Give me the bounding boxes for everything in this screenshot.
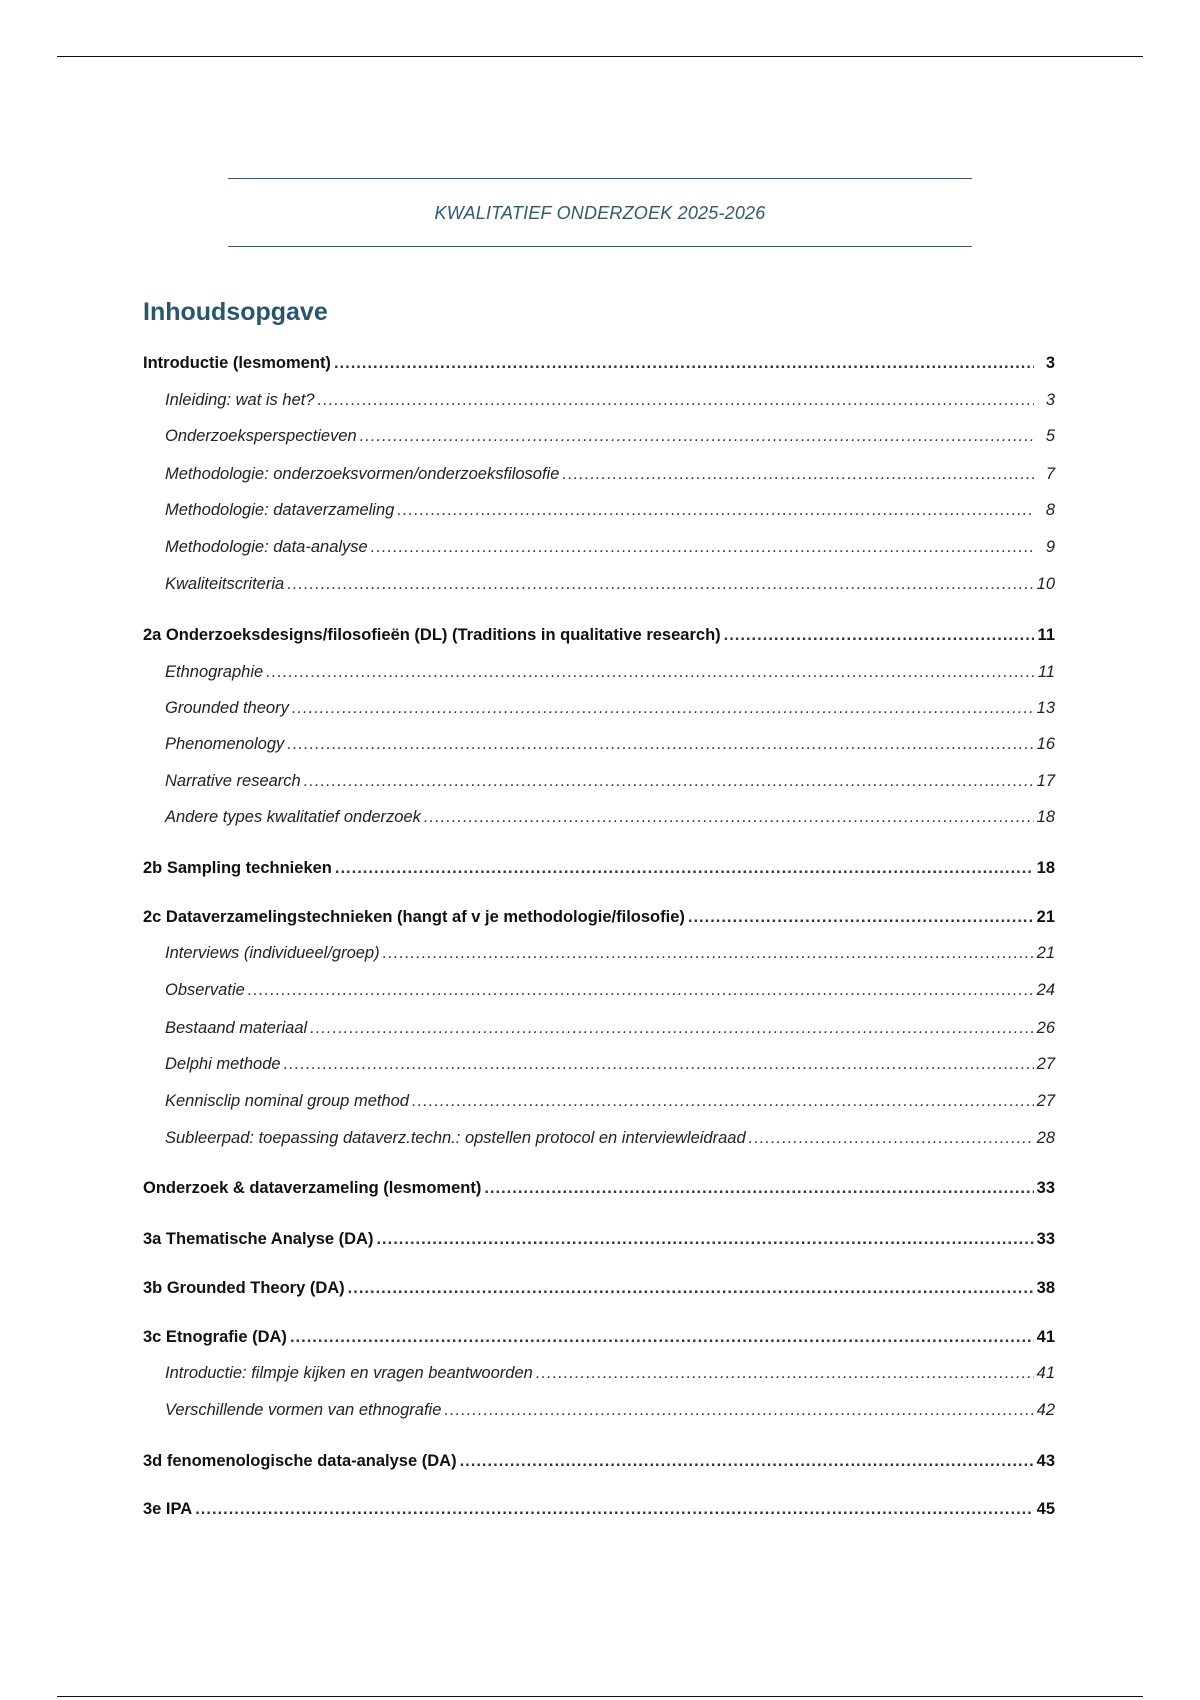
toc-page-number: 24 <box>1036 981 1055 999</box>
toc-page-number: 18 <box>1036 808 1055 826</box>
toc-entry-label: 3d fenomenologische data-analyse (DA) <box>143 1452 457 1470</box>
toc-page-number: 18 <box>1036 859 1055 877</box>
toc-page-number: 10 <box>1036 575 1055 593</box>
toc-page-number: 45 <box>1036 1500 1055 1518</box>
toc-entry[interactable] <box>143 1176 1055 1200</box>
toc-entry[interactable] <box>143 623 1055 647</box>
toc-entry-label: Inleiding: wat is het? <box>165 391 315 409</box>
toc-entry-label: 3a Thematische Analyse (DA) <box>143 1230 374 1248</box>
toc-entry-label: 3e IPA <box>143 1500 193 1518</box>
toc-subentry[interactable] <box>165 1052 1055 1076</box>
toc-dot-leader <box>360 424 1034 448</box>
toc-dot-leader <box>335 856 1034 880</box>
toc-dot-leader <box>290 1325 1034 1349</box>
toc-dot-leader <box>460 1449 1034 1473</box>
toc-subentry[interactable] <box>165 1016 1055 1040</box>
header-title: KWALITATIEF ONDERZOEK 2025-2026 <box>434 203 766 223</box>
toc-page-number: 11 <box>1037 626 1055 644</box>
toc-entry-label: Delphi methode <box>165 1055 281 1073</box>
toc-page-number: 33 <box>1036 1179 1055 1197</box>
toc-entry-label: Narrative research <box>165 772 301 790</box>
toc-dot-leader <box>724 623 1034 647</box>
toc-page-number: 28 <box>1036 1129 1055 1147</box>
toc-dot-leader <box>310 1016 1033 1040</box>
toc-page-number: 5 <box>1045 427 1055 445</box>
toc-page-number: 7 <box>1045 465 1055 483</box>
toc-subentry[interactable] <box>165 941 1055 965</box>
toc-page-number: 27 <box>1036 1092 1055 1110</box>
toc-subentry[interactable] <box>165 535 1055 559</box>
toc-page-number: 27 <box>1036 1055 1055 1073</box>
toc-subentry[interactable] <box>165 498 1055 522</box>
toc-page-number: 21 <box>1036 908 1055 926</box>
toc-dot-leader <box>287 572 1033 596</box>
toc-subentry[interactable] <box>165 1398 1055 1422</box>
toc-dot-leader <box>266 660 1034 684</box>
toc-dot-leader <box>749 1126 1034 1150</box>
toc-subentry[interactable] <box>165 1089 1055 1113</box>
toc-page-number: 16 <box>1036 735 1055 753</box>
toc-dot-leader <box>688 905 1034 929</box>
toc-dot-leader <box>195 1497 1033 1521</box>
toc-entry-label: 3c Etnografie (DA) <box>143 1328 287 1346</box>
toc-subentry[interactable] <box>165 1126 1055 1150</box>
toc-dot-leader <box>334 351 1034 375</box>
toc-dot-leader <box>484 1176 1033 1200</box>
toc-entry[interactable] <box>143 1276 1055 1300</box>
toc-entry-label: Grounded theory <box>165 699 289 717</box>
document-header <box>228 178 972 247</box>
toc-page-number: 11 <box>1037 663 1055 681</box>
toc-dot-leader <box>304 769 1034 793</box>
toc-entry[interactable] <box>143 351 1055 375</box>
toc-entry-label: Methodologie: data-analyse <box>165 538 368 556</box>
toc-page-number: 41 <box>1036 1328 1055 1346</box>
toc-page-number: 3 <box>1045 354 1055 372</box>
toc-dot-leader <box>248 978 1034 1002</box>
toc-entry-label: 2c Dataverzamelingstechnieken (hangt af v je methodologie/filosofie) <box>143 908 685 926</box>
toc-page-number: 41 <box>1036 1364 1055 1382</box>
toc-entry-label: Andere types kwalitatief onderzoek <box>165 808 421 826</box>
toc-subentry[interactable] <box>165 769 1055 793</box>
toc-subentry[interactable] <box>165 660 1055 684</box>
toc-dot-leader <box>424 805 1034 829</box>
toc-page-number: 13 <box>1036 699 1055 717</box>
toc-entry[interactable] <box>143 856 1055 880</box>
toc-dot-leader <box>284 1052 1034 1076</box>
toc-entry-label: Methodologie: dataverzameling <box>165 501 395 519</box>
toc-dot-leader <box>287 732 1033 756</box>
toc-subentry[interactable] <box>165 696 1055 720</box>
toc-dot-leader <box>412 1089 1034 1113</box>
toc-entry[interactable] <box>143 1227 1055 1251</box>
toc-subentry[interactable] <box>165 732 1055 756</box>
page-bottom-rule <box>57 1696 1143 1697</box>
toc-dot-leader <box>397 498 1034 522</box>
toc-entry-label: Onderzoeksperspectieven <box>165 427 357 445</box>
toc-page-number: 38 <box>1036 1279 1055 1297</box>
toc-entry[interactable] <box>143 1449 1055 1473</box>
toc-subentry[interactable] <box>165 805 1055 829</box>
toc-entry-label: Onderzoek & dataverzameling (lesmoment) <box>143 1179 482 1197</box>
toc-subentry[interactable] <box>165 424 1055 448</box>
toc-dot-leader <box>562 462 1034 486</box>
toc-entry-label: Kennisclip nominal group method <box>165 1092 409 1110</box>
toc-subentry[interactable] <box>165 462 1055 486</box>
toc-page-number: 42 <box>1036 1401 1055 1419</box>
toc-page-number: 17 <box>1036 772 1055 790</box>
toc-dot-leader <box>383 941 1034 965</box>
toc-subentry[interactable] <box>165 978 1055 1002</box>
toc-subentry[interactable] <box>165 572 1055 596</box>
toc-page-number: 43 <box>1036 1452 1055 1470</box>
toc-subentry[interactable] <box>165 1361 1055 1385</box>
toc-page-number: 8 <box>1045 501 1055 519</box>
toc-dot-leader <box>444 1398 1033 1422</box>
toc-page-number: 33 <box>1036 1230 1055 1248</box>
toc-page-number: 3 <box>1045 391 1055 409</box>
toc-entry-label: Phenomenology <box>165 735 285 753</box>
toc-entry-label: Kwaliteitscriteria <box>165 575 285 593</box>
page-top-rule <box>57 56 1143 57</box>
toc-page-number: 9 <box>1045 538 1055 556</box>
toc-entry[interactable] <box>143 1325 1055 1349</box>
toc-entry[interactable] <box>143 1497 1055 1521</box>
toc-entry[interactable] <box>143 905 1055 929</box>
toc-dot-leader <box>376 1227 1033 1251</box>
toc-dot-leader <box>348 1276 1034 1300</box>
toc-entry-label: Methodologie: onderzoeksvormen/onderzoeksfilosofie <box>165 465 560 483</box>
toc-entry-label: Bestaand materiaal <box>165 1019 308 1037</box>
toc-entry-label: Introductie (lesmoment) <box>143 354 331 372</box>
toc-heading: Inhoudsopgave <box>143 298 328 326</box>
toc-entry-label: 2a Onderzoeksdesigns/filosofieën (DL) (Traditions in qualitative research) <box>143 626 721 644</box>
toc-dot-leader <box>318 388 1034 412</box>
toc-entry-label: Interviews (individueel/groep) <box>165 944 380 962</box>
toc-page-number: 21 <box>1036 944 1055 962</box>
toc-entry-label: 3b Grounded Theory (DA) <box>143 1279 345 1297</box>
toc-subentry[interactable] <box>165 388 1055 412</box>
header-bottom-line <box>228 246 972 247</box>
toc-entry-label: Introductie: filmpje kijken en vragen beantwoorden <box>165 1364 533 1382</box>
toc-entry-label: Subleerpad: toepassing dataverz.techn.: opstellen protocol en interviewleidraad <box>165 1129 746 1147</box>
toc-dot-leader <box>292 696 1034 720</box>
toc-entry-label: Ethnographie <box>165 663 264 681</box>
toc-dot-leader <box>536 1361 1034 1385</box>
toc-page-number: 26 <box>1036 1019 1055 1037</box>
toc-dot-leader <box>371 535 1034 559</box>
toc-entry-label: Observatie <box>165 981 245 999</box>
toc-entry-label: 2b Sampling technieken <box>143 859 332 877</box>
toc-entry-label: Verschillende vormen van ethnografie <box>165 1401 442 1419</box>
